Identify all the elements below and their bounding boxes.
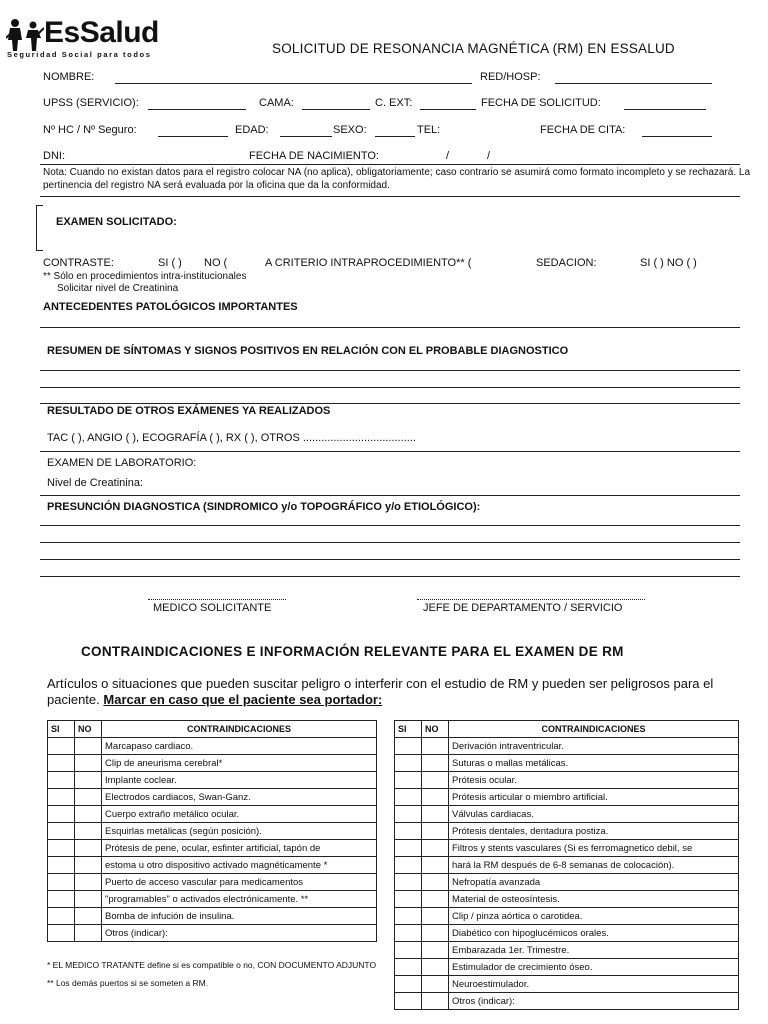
checkbox-no[interactable] <box>422 806 449 823</box>
checkbox-no[interactable] <box>75 738 102 755</box>
date-separator-1: / <box>446 150 450 162</box>
contraindication-item: Prótesis ocular. <box>449 772 739 789</box>
resumen-line-3[interactable] <box>40 403 740 404</box>
checkbox-si[interactable] <box>395 738 422 755</box>
fecha-solicitud-label: FECHA DE SOLICITUD: <box>481 97 601 109</box>
checkbox-no[interactable] <box>422 738 449 755</box>
cama-field[interactable] <box>302 109 370 110</box>
nhc-field[interactable] <box>158 136 228 137</box>
checkbox-no[interactable] <box>422 908 449 925</box>
form-title: SOLICITUD DE RESONANCIA MAGNÉTICA (RM) EN ESSALUD <box>272 41 675 56</box>
checkbox-no[interactable] <box>422 976 449 993</box>
contraindication-item: Otros (indicar): <box>102 925 377 942</box>
table-row <box>395 908 739 925</box>
nombre-label: NOMBRE: <box>43 71 95 83</box>
resultado-line <box>40 451 740 452</box>
checkbox-no[interactable] <box>422 823 449 840</box>
checkbox-si[interactable] <box>395 840 422 857</box>
table-row <box>395 738 739 755</box>
table-row <box>48 891 377 908</box>
table-row <box>395 806 739 823</box>
resumen-line-2[interactable] <box>40 387 740 388</box>
checkbox-si[interactable] <box>48 857 75 874</box>
table-row <box>395 857 739 874</box>
left-table-body <box>48 738 377 942</box>
contraindication-item: Otros (indicar): <box>449 993 739 1010</box>
table-row <box>395 942 739 959</box>
nombre-field[interactable] <box>115 83 472 84</box>
date-separator-2: / <box>487 150 491 162</box>
creatinina-label: Nivel de Creatinina: <box>47 477 143 489</box>
col-no: NO <box>75 721 102 738</box>
checkbox-si[interactable] <box>48 772 75 789</box>
table-row <box>395 874 739 891</box>
otros-examenes-line[interactable]: TAC ( ), ANGIO ( ), ECOGRAFÍA ( ), RX ( ), OTROS ..................................... <box>47 432 416 444</box>
c-ext-label: C. EXT: <box>375 97 413 109</box>
sexo-label: SEXO: <box>333 124 367 136</box>
contraste-label: CONTRASTE: <box>43 257 114 269</box>
divider-note <box>40 196 740 197</box>
contraindication-item: Válvulas cardiacas. <box>449 806 739 823</box>
checkbox-no[interactable] <box>75 891 102 908</box>
checkbox-si[interactable] <box>48 738 75 755</box>
col-si: SI <box>395 721 422 738</box>
edad-label: EDAD: <box>235 124 269 136</box>
contraindication-item: Estimulador de crecimiento óseo. <box>449 959 739 976</box>
presuncion-line-4[interactable] <box>40 576 740 577</box>
laboratorio-line <box>40 495 740 496</box>
contraste-no-option[interactable]: NO ( <box>204 257 228 269</box>
table-row <box>395 993 739 1010</box>
antecedentes-heading: ANTECEDENTES PATOLÓGICOS IMPORTANTES <box>43 301 298 313</box>
contraindicaciones-heading: CONTRAINDICACIONES E INFORMACIÓN RELEVANTE PARA EL EXAMEN DE RM <box>81 644 624 659</box>
table-row <box>395 755 739 772</box>
fecha-cita-label: FECHA DE CITA: <box>540 124 626 136</box>
table-row <box>48 738 377 755</box>
presuncion-heading: PRESUNCIÓN DIAGNOSTICA (SINDROMICO y/o TOPOGRÁFICO y/o ETIOLÓGICO): <box>47 501 481 513</box>
table-row <box>48 908 377 925</box>
checkbox-si[interactable] <box>395 823 422 840</box>
contraindication-item: Marcapaso cardiaco. <box>102 738 377 755</box>
presuncion-line-3[interactable] <box>40 559 740 560</box>
laboratorio-label: EXAMEN DE LABORATORIO: <box>47 457 197 469</box>
checkbox-si[interactable] <box>48 789 75 806</box>
nhc-label: Nº HC / Nº Seguro: <box>43 124 137 136</box>
right-table-body <box>395 738 739 1010</box>
contraindication-item: Implante coclear. <box>102 772 377 789</box>
checkbox-si[interactable] <box>395 874 422 891</box>
checkbox-si[interactable] <box>48 806 75 823</box>
checkbox-si[interactable] <box>395 925 422 942</box>
contraindication-item: Embarazada 1er. Trimestre. <box>449 942 739 959</box>
antecedentes-line[interactable] <box>40 327 740 328</box>
contraindicaciones-intro <box>47 676 747 708</box>
checkbox-si[interactable] <box>395 976 422 993</box>
checkbox-no[interactable] <box>75 874 102 891</box>
presuncion-line-2[interactable] <box>40 542 740 543</box>
table-row <box>48 772 377 789</box>
checkbox-no[interactable] <box>422 772 449 789</box>
contraste-si-option[interactable]: SI ( ) <box>158 257 182 269</box>
checkbox-no[interactable] <box>75 908 102 925</box>
checkbox-no[interactable] <box>422 755 449 772</box>
contraindication-item: Electrodos cardiacos, Swan-Ganz. <box>102 789 377 806</box>
contraindication-item: Filtros y stents vasculares (Si es ferromagnetico debil, se <box>449 840 739 857</box>
c-ext-field[interactable] <box>420 109 476 110</box>
intro-text: Artículos o situaciones que pueden suscitar peligro o interferir con el estudio de RM y pueden ser peligrosos para el paciente. <box>47 676 714 707</box>
contraindication-item: hará la RM después de 6-8 semanas de colocación). <box>449 857 739 874</box>
checkbox-no[interactable] <box>75 772 102 789</box>
sedacion-options[interactable]: SI ( ) NO ( ) <box>640 257 697 269</box>
checkbox-si[interactable] <box>395 806 422 823</box>
medico-signature-line[interactable] <box>148 599 286 600</box>
checkbox-no[interactable] <box>75 925 102 942</box>
table-row <box>48 874 377 891</box>
contraindication-item: Suturas o mallas metálicas. <box>449 755 739 772</box>
table-row <box>48 823 377 840</box>
checkbox-si[interactable] <box>395 908 422 925</box>
table-row <box>48 789 377 806</box>
examen-solicitado-label: EXAMEN SOLICITADO: <box>56 216 177 228</box>
fecha-nacimiento-label: FECHA DE NACIMIENTO: <box>249 150 379 162</box>
table-row <box>395 925 739 942</box>
contraindication-item: Puerto de acceso vascular para medicamentos <box>102 874 377 891</box>
table-row <box>395 789 739 806</box>
checkbox-si[interactable] <box>48 891 75 908</box>
resumen-line-1[interactable] <box>40 370 740 371</box>
checkbox-no[interactable] <box>75 840 102 857</box>
resumen-heading: RESUMEN DE SÍNTOMAS Y SIGNOS POSITIVOS EN RELACIÓN CON EL PROBABLE DIAGNOSTICO <box>47 345 569 357</box>
exam-bracket <box>36 205 43 251</box>
checkbox-no[interactable] <box>422 942 449 959</box>
contraindication-item: Neuroestimulador. <box>449 976 739 993</box>
fecha-cita-field[interactable] <box>642 136 712 137</box>
footnote-puertos: ** Los demás puertos si se someten a RM. <box>47 978 209 988</box>
table-row <box>395 891 739 908</box>
upss-label: UPSS (SERVICIO): <box>43 97 139 109</box>
edad-field[interactable] <box>280 136 332 137</box>
contraindication-item: Clip / pinza aórtica o carotidea. <box>449 908 739 925</box>
brand-tagline: Seguridad Social para todos <box>7 50 152 59</box>
checkbox-si[interactable] <box>395 772 422 789</box>
contraindication-item: Material de osteosíntesis. <box>449 891 739 908</box>
checkbox-si[interactable] <box>395 891 422 908</box>
red-hosp-field[interactable] <box>555 83 712 84</box>
fecha-solicitud-field[interactable] <box>624 109 706 110</box>
table-row <box>395 823 739 840</box>
contraindication-item: Prótesis dentales, dentadura postiza. <box>449 823 739 840</box>
nota-text: Nota: Cuando no existan datos para el registro colocar NA (no aplica), obligatoriamente; caso contrario se asumirá como formato incompleto y se rechazará. La pertinencia del registro NA será evaluada por la oficina que da la conformidad. <box>43 167 751 191</box>
upss-field[interactable] <box>148 109 246 110</box>
intro-underlined: Marcar en caso que el paciente sea portador: <box>103 692 383 707</box>
contraindication-item: Esquirlas metálicas (según posición). <box>102 823 377 840</box>
checkbox-si[interactable] <box>48 840 75 857</box>
brand-logo-text: EsSalud <box>44 16 159 49</box>
tel-label: TEL: <box>417 124 441 136</box>
cama-label: CAMA: <box>259 97 294 109</box>
contraindication-item: "programables" o activados electrónicamente. ** <box>102 891 377 908</box>
divider-top <box>40 164 740 165</box>
checkbox-si[interactable] <box>48 925 75 942</box>
col-no: NO <box>422 721 449 738</box>
checkbox-no[interactable] <box>422 993 449 1010</box>
contraindication-item: Diabético con hipoglucémicos orales. <box>449 925 739 942</box>
checkbox-si[interactable] <box>48 908 75 925</box>
checkbox-no[interactable] <box>75 823 102 840</box>
footnote-intra: ** Sólo en procedimientos intra-institucionales <box>43 271 247 282</box>
checkbox-si[interactable] <box>48 755 75 772</box>
table-row <box>48 857 377 874</box>
col-contraindicaciones: CONTRAINDICACIONES <box>102 721 377 738</box>
checkbox-no[interactable] <box>422 874 449 891</box>
checkbox-si[interactable] <box>395 942 422 959</box>
table-row <box>395 772 739 789</box>
contraindication-item: Nefropatía avanzada <box>449 874 739 891</box>
contraindications-table-left <box>47 720 377 942</box>
col-contraindicaciones: CONTRAINDICACIONES <box>449 721 739 738</box>
checkbox-si[interactable] <box>395 959 422 976</box>
contraste-criterio-option[interactable]: A CRITERIO INTRAPROCEDIMIENTO** ( <box>265 257 472 269</box>
contraindication-item: Cuerpo extraño metálico ocular. <box>102 806 377 823</box>
col-si: SI <box>48 721 75 738</box>
table-row <box>48 806 377 823</box>
checkbox-no[interactable] <box>422 959 449 976</box>
checkbox-no[interactable] <box>422 925 449 942</box>
footnote-creatinina: Solicitar nivel de Creatinina <box>57 283 179 294</box>
jefe-departamento-label: JEFE DE DEPARTAMENTO / SERVICIO <box>423 602 623 614</box>
checkbox-si[interactable] <box>395 755 422 772</box>
table-row <box>48 755 377 772</box>
checkbox-no[interactable] <box>422 840 449 857</box>
checkbox-si[interactable] <box>395 857 422 874</box>
contraindication-item: Bomba de infución de insulina. <box>102 908 377 925</box>
sedacion-label: SEDACION: <box>536 257 597 269</box>
checkbox-no[interactable] <box>75 789 102 806</box>
table-row <box>48 925 377 942</box>
contraindication-item: Clip de aneurisma cerebral* <box>102 755 377 772</box>
resultado-heading: RESULTADO DE OTROS EXÁMENES YA REALIZADOS <box>47 405 331 417</box>
checkbox-no[interactable] <box>422 857 449 874</box>
checkbox-si[interactable] <box>48 823 75 840</box>
checkbox-no[interactable] <box>75 755 102 772</box>
checkbox-si[interactable] <box>395 993 422 1010</box>
sexo-field[interactable] <box>375 136 415 137</box>
contraindication-item: Prótesis articular o miembro artificial. <box>449 789 739 806</box>
red-hosp-label: RED/HOSP: <box>480 71 541 83</box>
family-logo-icon <box>6 18 44 52</box>
contraindications-table-right <box>394 720 739 1010</box>
table-row <box>48 840 377 857</box>
checkbox-no[interactable] <box>75 806 102 823</box>
presuncion-line-1[interactable] <box>40 525 740 526</box>
checkbox-si[interactable] <box>48 874 75 891</box>
table-row <box>395 840 739 857</box>
checkbox-no[interactable] <box>422 891 449 908</box>
contraindication-item: Prótesis de pene, ocular, esfinter artificial, tapón de <box>102 840 377 857</box>
footnote-medico-tratante: * EL MEDICO TRATANTE define si es compatible o no, CON DOCUMENTO ADJUNTO <box>47 960 377 970</box>
medico-solicitante-label: MEDICO SOLICITANTE <box>153 602 272 614</box>
dni-label: DNI: <box>43 150 65 162</box>
contraindication-item: estoma u otro dispositivo activado magnéticamente * <box>102 857 377 874</box>
table-row <box>395 959 739 976</box>
checkbox-no[interactable] <box>422 789 449 806</box>
checkbox-no[interactable] <box>75 857 102 874</box>
table-row <box>395 976 739 993</box>
jefe-signature-line[interactable] <box>417 599 645 600</box>
contraindication-item: Derivación intraventricular. <box>449 738 739 755</box>
checkbox-si[interactable] <box>395 789 422 806</box>
